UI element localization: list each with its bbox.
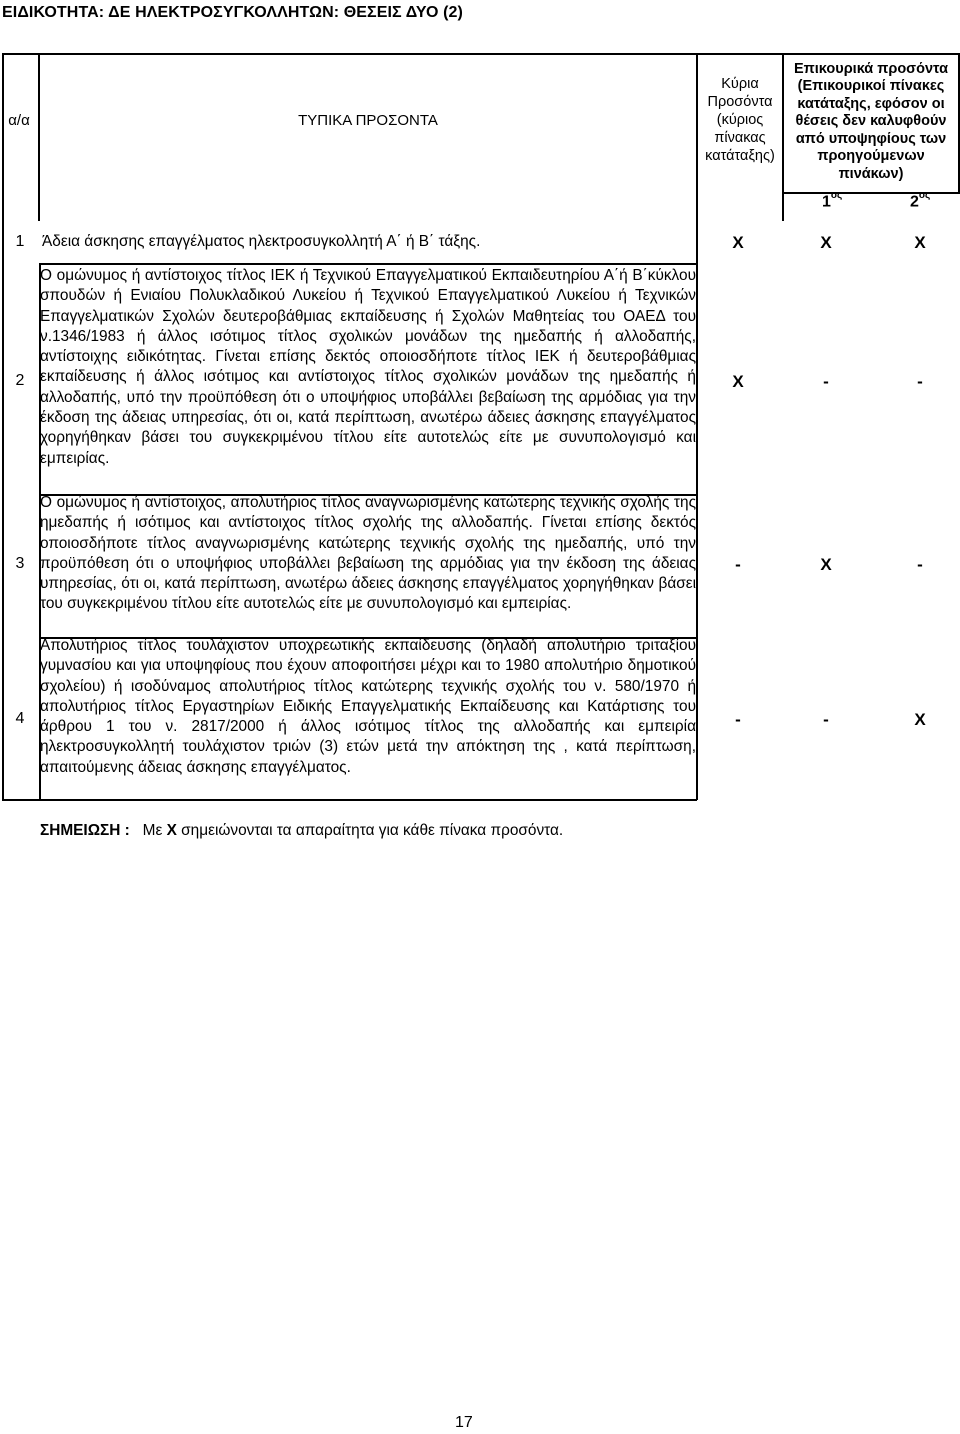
table-border-right: [958, 53, 960, 194]
row-2-aux2-mark: -: [917, 372, 923, 391]
row-2-top-border: [40, 263, 697, 265]
footnote-text-before: Με: [142, 822, 163, 839]
row-1-aux1-mark: Χ: [820, 233, 832, 252]
header-auxiliary-line: θέσεις δεν καλυφθούν: [795, 113, 947, 130]
header-auxiliary-line: προηγούμενων: [817, 148, 925, 165]
header-primary-line: (κύριος: [716, 112, 764, 128]
table-border-bottom: [2, 799, 697, 801]
row-3-text: Ο ομώνυμος ή αντίστοιχος, απολυτήριος τίτλος αναγνωρισμένης κατώτερης τεχνικής σχολής της ημεδαπής ή ισότιμος και αντίστοιχος τίτλος σχολής της αλλοδαπής. Γίνεται επίσης δεκτός οποιοσδήποτε τίτλος αναγνωρισμένης κατώτερης τεχνικής σχολής της ημεδαπής, υπό την προϋπόθεση ότι ο υποψήφιος υποβάλλει βεβαίωση της αρμόδιας για την έκδοση της άδειας υπηρεσίας, ότι οι, κατά περίπτωση, ανωτέρω άδειες άσκησης επαγγέλματος χορηγήθηκαν βάσει του συγκεκριμένου τίτλου είτε αυτοτελώς είτε με συνυπολογισμό και εμπειρίας.: [40, 494, 696, 613]
header-auxiliary-line: (Επικουρικοί πίνακες: [797, 78, 945, 95]
header-primary-line: πίνακας: [714, 130, 766, 146]
header-auxiliary-line: πινάκων): [838, 165, 904, 182]
header-aa: α/α: [8, 111, 30, 129]
header-primary-qualifications: [697, 60, 783, 180]
header-auxiliary-qualifications: [784, 58, 958, 186]
header-aux-first-num: 1: [822, 193, 831, 211]
header-auxiliary-line: κατάταξης, εφόσον οι: [797, 95, 945, 112]
header-typical-qualifications: ΤΥΠΙΚΑ ΠΡΟΣΟΝΤΑ: [298, 111, 438, 129]
row-3-aux1-mark: Χ: [820, 555, 832, 574]
row-4-primary-mark: -: [735, 710, 741, 729]
header-aux-first-sup: ος: [830, 190, 843, 201]
header-aux-first: [822, 192, 842, 211]
header-primary-line: Κύρια: [721, 76, 759, 92]
row-1-primary-mark: Χ: [732, 233, 744, 252]
footnote-text-after: σημειώνονται τα απαραίτητα για κάθε πίνακα προσόντα.: [181, 822, 564, 839]
row-2-text: Ο ομώνυμος ή αντίστοιχος τίτλος ΙΕΚ ή Τεχνικού Επαγγελματικού Εκπαιδευτηρίου Α΄ή Β΄κύκλου σπουδών ή Ενιαίου Πολυκλαδικού Λυκείου ή Τεχνικού Επαγγελματικού Λυκείου ή Τεχνικών Επαγγελματικών Σχολών δευτεροβάθμιας εκπαίδευσης ή Σχολών Μαθητείας του ΟΑΕΔ του ν.1346/1983 ή άλλος ισότιμος τίτλος σχολικών μονάδων της ημεδαπής ή αλλοδαπής, αντίστοιχης ειδικότητας. Γίνεται επίσης δεκτός οποιοσδήποτε τίτλος ΙΕΚ ή δευτεροβάθμιας εκπαίδευσης ή άλλος ισότιμος και αντίστοιχος τίτλος σχολικών μονάδων της ημεδαπής ή αλλοδαπής, υπό την προϋπόθεση ότι ο υποψήφιος υποβάλλει βεβαίωση της αρμόδιας για την έκδοση της άδειας υπηρεσίας, ότι οι, κατά περίπτωση, ανωτέρω άδειες άσκησης επαγγέλματος χορηγήθηκαν βάσει του συγκεκριμένου τίτλου είτε αυτοτελώς είτε με συνυπολογισμό και εμπειρίας.: [40, 267, 696, 467]
footnote-marker: Χ: [166, 822, 177, 839]
header-primary-line: κατάταξης): [705, 148, 775, 164]
row-1-text: Άδεια άσκησης επαγγέλματος ηλεκτροσυγκολλητή Α΄ ή Β΄ τάξης.: [42, 233, 481, 250]
header-auxiliary-line: Επικουρικά προσόντα: [794, 61, 948, 78]
row-1-aux2-mark: Χ: [914, 233, 926, 252]
footnote: [40, 822, 563, 840]
row-2-aux1-mark: -: [823, 372, 829, 391]
row-3-aux2-mark: -: [917, 555, 923, 574]
header-aux-second: [910, 192, 930, 211]
row-4-aux1-mark: -: [823, 710, 829, 729]
row-4-number: 4: [15, 710, 25, 727]
aux-header-divider: [783, 192, 959, 194]
row-2-primary-mark: Χ: [732, 372, 744, 391]
row-1-number: 1: [15, 233, 25, 250]
row-3-primary-mark: -: [735, 555, 741, 574]
row-2-number: 2: [15, 372, 25, 389]
page-title: ΕΙΔΙΚΟΤΗΤΑ: ΔΕ ΗΛΕΚΤΡΟΣΥΓΚΟΛΛΗΤΩΝ: ΘΕΣΕΙΣ ΔΥΟ (2): [2, 4, 463, 21]
footnote-label: ΣΗΜΕΙΩΣΗ :: [40, 822, 130, 839]
row-4-aux2-mark: Χ: [914, 710, 926, 729]
header-auxiliary-line: από υποψηφίους των: [795, 130, 947, 147]
header-primary-line: Προσόντα: [707, 94, 773, 110]
row-3-number: 3: [15, 555, 25, 572]
header-aux-second-num: 2: [910, 193, 919, 211]
header-aux-second-sup: ος: [918, 190, 931, 201]
row-4-text: Απολυτήριος τίτλος τουλάχιστον υποχρεωτικής εκπαίδευσης (δηλαδή απολυτήριο τριταξίου γυμνασίου και για υποψηφίους που έχουν αποφοιτήσει μέχρι και το 1980 απολυτήριο δημοτικού σχολείου) ή ισοδύναμος απολυτήριος τίτλος κατώτερης τεχνικής σχολής του ν. 580/1970 ή απολυτήριος τίτλος Εργαστηρίων Ειδικής Επαγγελματικής Εκπαίδευσης και Κατάρτισης του άρθρου 1 του ν. 2817/2000 ή άλλος ισότιμος τίτλος της αλλοδαπής και εμπειρία ηλεκτροσυγκολλητή τουλάχιστον τριών (3) ετών μετά την απόκτηση της , κατά περίπτωση, απαιτούμενης άδειας άσκησης επαγγέλματος.: [40, 637, 696, 776]
page-number: 17: [455, 1414, 473, 1431]
